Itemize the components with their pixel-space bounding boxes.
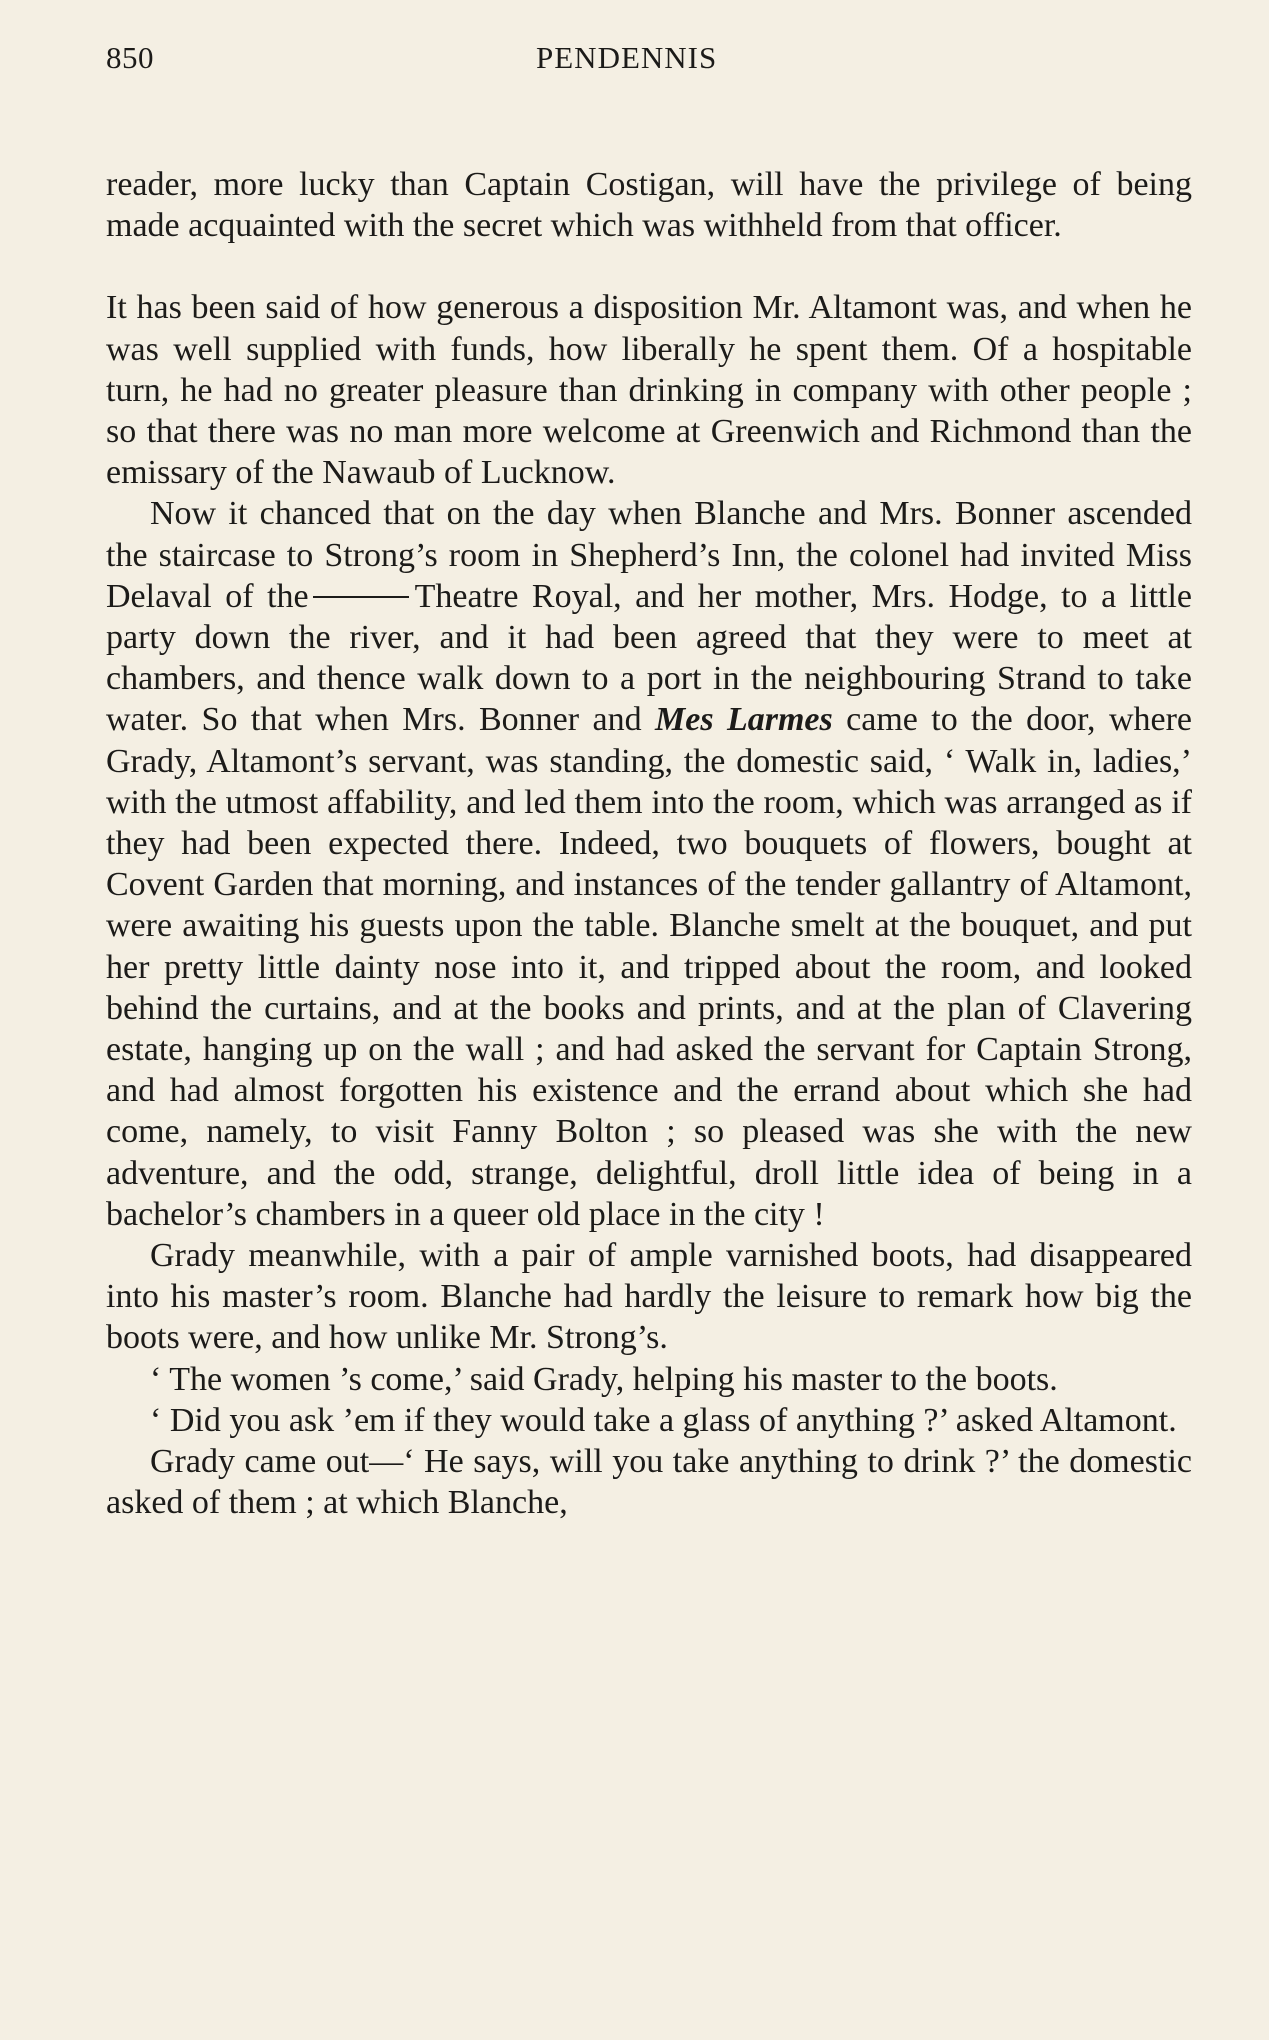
- page-number: 850: [106, 40, 154, 75]
- book-page: [106, 40, 1192, 1524]
- blank-dash: [313, 596, 409, 598]
- body-text: [106, 164, 1192, 1524]
- paragraph-3-part-3: came to the door, where Grady, Altamont’s servant, was standing, the domestic said, ‘ Walk in, ladies,’ with the utmost affability, and led them into the room, which was arranged as if they had been expected there. Indeed, two bouquets of flowers, bought at Covent Garden that morning, and instances of the tender gallantry of Altamont, were awaiting his guests upon the table. Blanche smelt at the bouquet, and put her pretty little dainty nose into it, and tripped about the room, and looked behind the curtains, and at the books and prints, and at the plan of Clavering estate, hanging up on the wall ; and had asked the servant for Captain Strong, and had almost forgotten his existence and the errand about which she had come, namely, to visit Fanny Bolton ; so pleased was she with the new adventure, and the odd, strange, delightful, droll little idea of being in a bachelor’s chambers in a queer old place in the city !: [106, 701, 1193, 1233]
- paragraph-3-part-1: Now it chanced that on the day when Blanche and Mrs. Bonner ascended the staircase to Strong’s room in Shepherd’s Inn, the colonel had invited Miss Delaval of the: [106, 495, 1192, 615]
- paragraph-3: [106, 493, 1192, 1235]
- paragraph-4: Grady meanwhile, with a pair of ample varnished boots, had disappeared into his master’s room. Blanche had hardly the leisure to remark how big the boots were, and how unlike Mr. Strong’s.: [106, 1237, 1192, 1357]
- paragraph-3-italic: Mes Larmes: [655, 701, 833, 739]
- paragraph-7: Grady came out—‘ He says, will you take anything to drink ?’ the domestic asked of them ; at which Blanche,: [106, 1443, 1192, 1522]
- paragraph-5: ‘ The women ’s come,’ said Grady, helping his master to the boots.: [150, 1360, 1058, 1398]
- paragraph-6: ‘ Did you ask ’em if they would take a glass of anything ?’ asked Altamont.: [150, 1401, 1177, 1439]
- paragraph-3-part-2: Theatre Royal, and her mother, Mrs. Hodge, to a little party down the river, and it had been agreed that they were to meet at chambers, and thence walk down to a port in the neighbouring Strand to take water. So that when Mrs. Bonner and: [106, 577, 1192, 739]
- paragraph-1: reader, more lucky than Captain Costigan, will have the privilege of being made acquainted with the secret which was withheld from that officer.: [106, 166, 1192, 245]
- paragraph-2: It has been said of how generous a disposition Mr. Altamont was, and when he was well supplied with funds, how liberally he spent them. Of a hospitable turn, he had no greater pleasure than drinking in company with other people ; so that there was no man more welcome at Greenwich and Richmond than the emissary of the Nawaub of Lucknow.: [106, 289, 1192, 492]
- running-header: [106, 40, 1192, 90]
- running-title: PENDENNIS: [536, 40, 718, 75]
